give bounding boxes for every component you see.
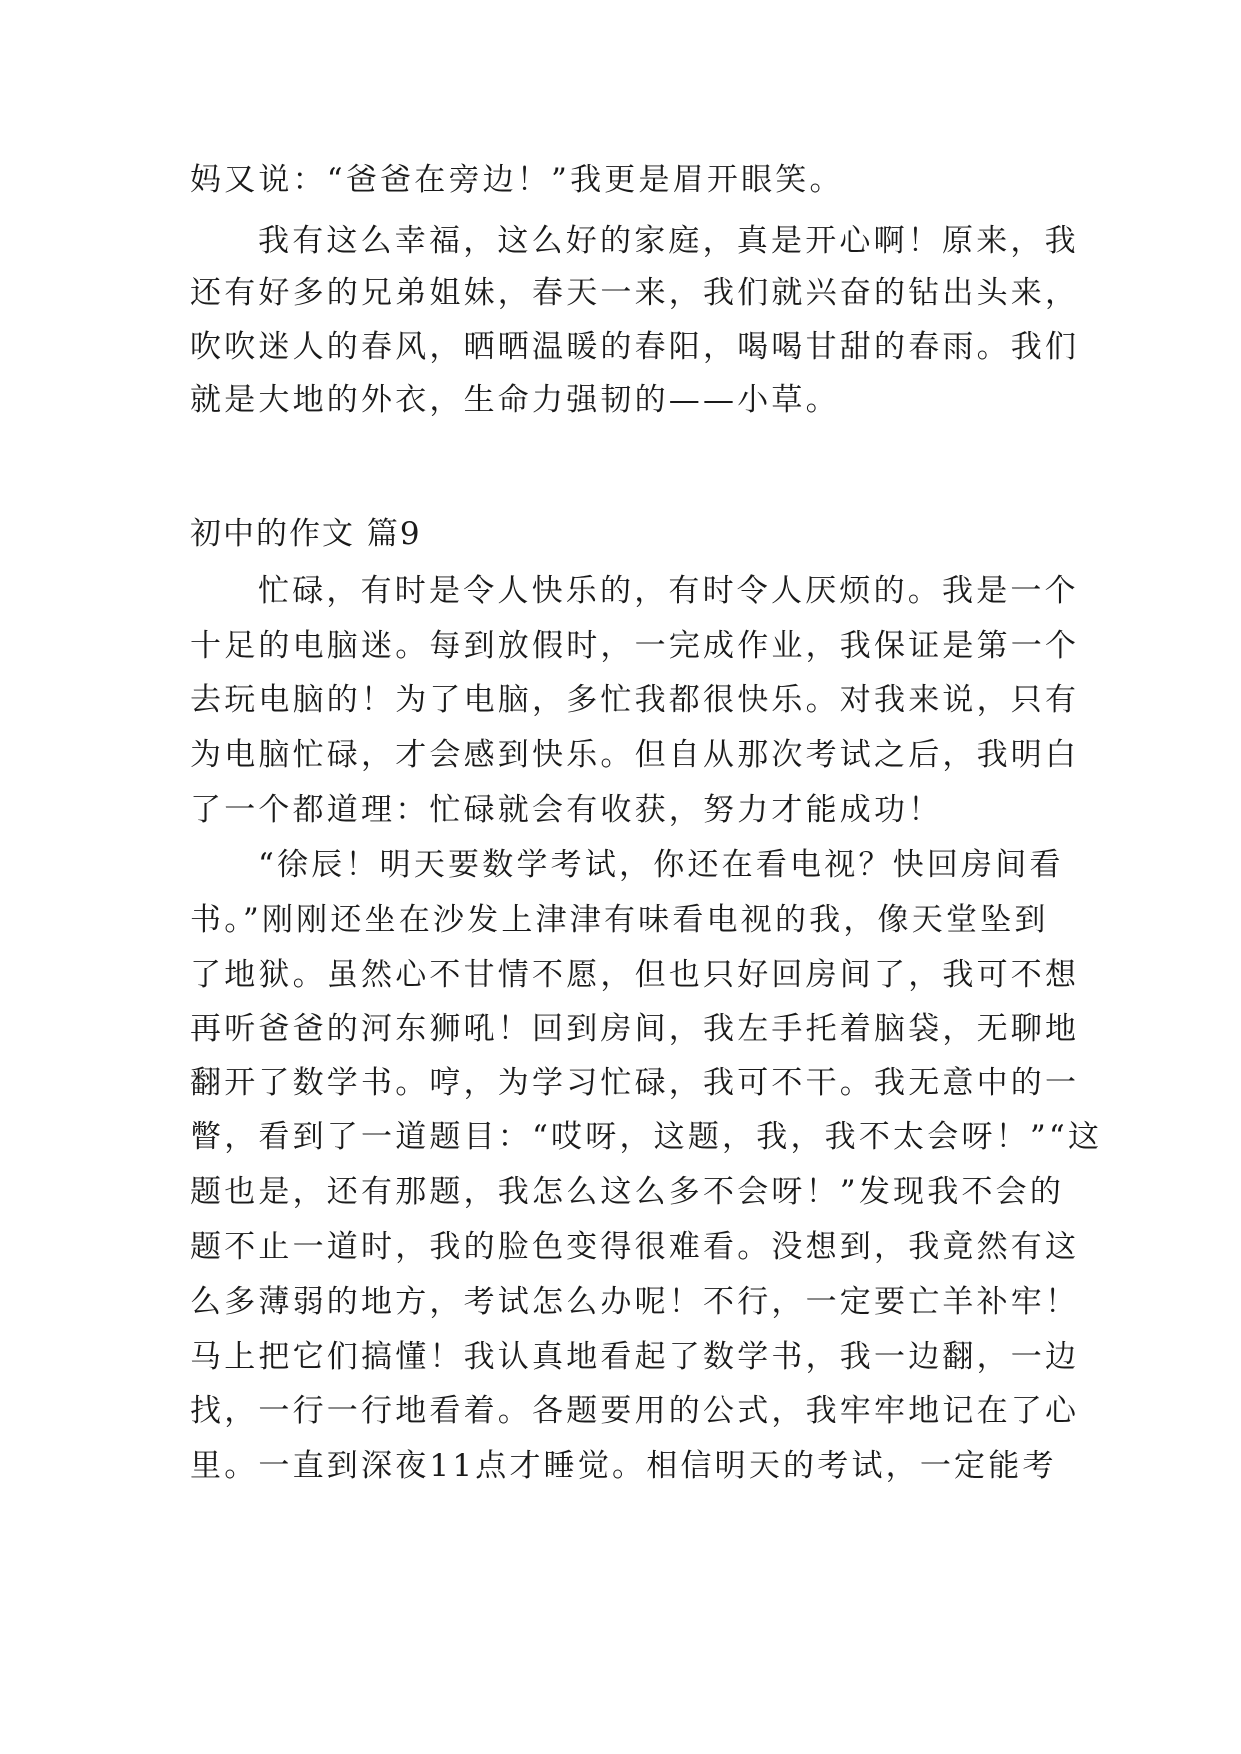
paragraph-line: 还有好多的兄弟姐妹，春天一来，我们就兴奋的钻出头来， (190, 275, 1080, 311)
paragraph-line: 我有这么幸福，这么好的家庭，真是开心啊！原来，我 (258, 223, 1079, 259)
paragraph-line: 书。”刚刚还坐在沙发上津津有味看电视的我，像天堂坠到 (190, 902, 1049, 938)
essay-heading: 初中的作文 篇9 (190, 516, 422, 552)
paragraph-line: 就是大地的外衣，生命力强韧的——小草。 (190, 382, 840, 418)
paragraph-line: 去玩电脑的！为了电脑，多忙我都很快乐。对我来说，只有 (190, 682, 1080, 718)
paragraph-line: 找，一行一行地看着。各题要用的公式，我牢牢地记在了心 (190, 1393, 1080, 1429)
paragraph-line: 瞥，看到了一道题目：“哎呀，这题，我，我不太会呀！”“这 (190, 1119, 1103, 1155)
paragraph-line: 忙碌，有时是令人快乐的，有时令人厌烦的。我是一个 (258, 573, 1079, 609)
paragraph-line: 为电脑忙碌，才会感到快乐。但自从那次考试之后，我明白 (190, 737, 1080, 773)
paragraph-line: 十足的电脑迷。每到放假时，一完成作业，我保证是第一个 (190, 628, 1080, 664)
paragraph-line: 再听爸爸的河东狮吼！回到房间，我左手托着脑袋，无聊地 (190, 1011, 1080, 1047)
paragraph-line: 么多薄弱的地方，考试怎么办呢！不行，一定要亡羊补牢！ (190, 1284, 1080, 1320)
paragraph-line: 马上把它们搞懂！我认真地看起了数学书，我一边翻，一边 (190, 1339, 1080, 1375)
paragraph-line: 妈又说：“爸爸在旁边！”我更是眉开眼笑。 (190, 162, 844, 198)
paragraph-line: 里。一直到深夜11点才睡觉。相信明天的考试，一定能考 (190, 1448, 1057, 1484)
paragraph-line: 了地狱。虽然心不甘情不愿，但也只好回房间了，我可不想 (190, 957, 1080, 993)
paragraph-line: 翻开了数学书。哼，为学习忙碌，我可不干。我无意中的一 (190, 1065, 1080, 1101)
paragraph-line: 题不止一道时，我的脸色变得很难看。没想到，我竟然有这 (190, 1229, 1080, 1265)
paragraph-line: 了一个都道理：忙碌就会有收获，努力才能成功！ (190, 792, 943, 828)
paragraph-line: 题也是，还有那题，我怎么这么多不会呀！”发现我不会的 (190, 1174, 1065, 1210)
paragraph-line: 吹吹迷人的春风，晒晒温暖的春阳，喝喝甘甜的春雨。我们 (190, 329, 1080, 365)
paragraph-line: “徐辰！明天要数学考试，你还在看电视？快回房间看 (258, 847, 1064, 883)
